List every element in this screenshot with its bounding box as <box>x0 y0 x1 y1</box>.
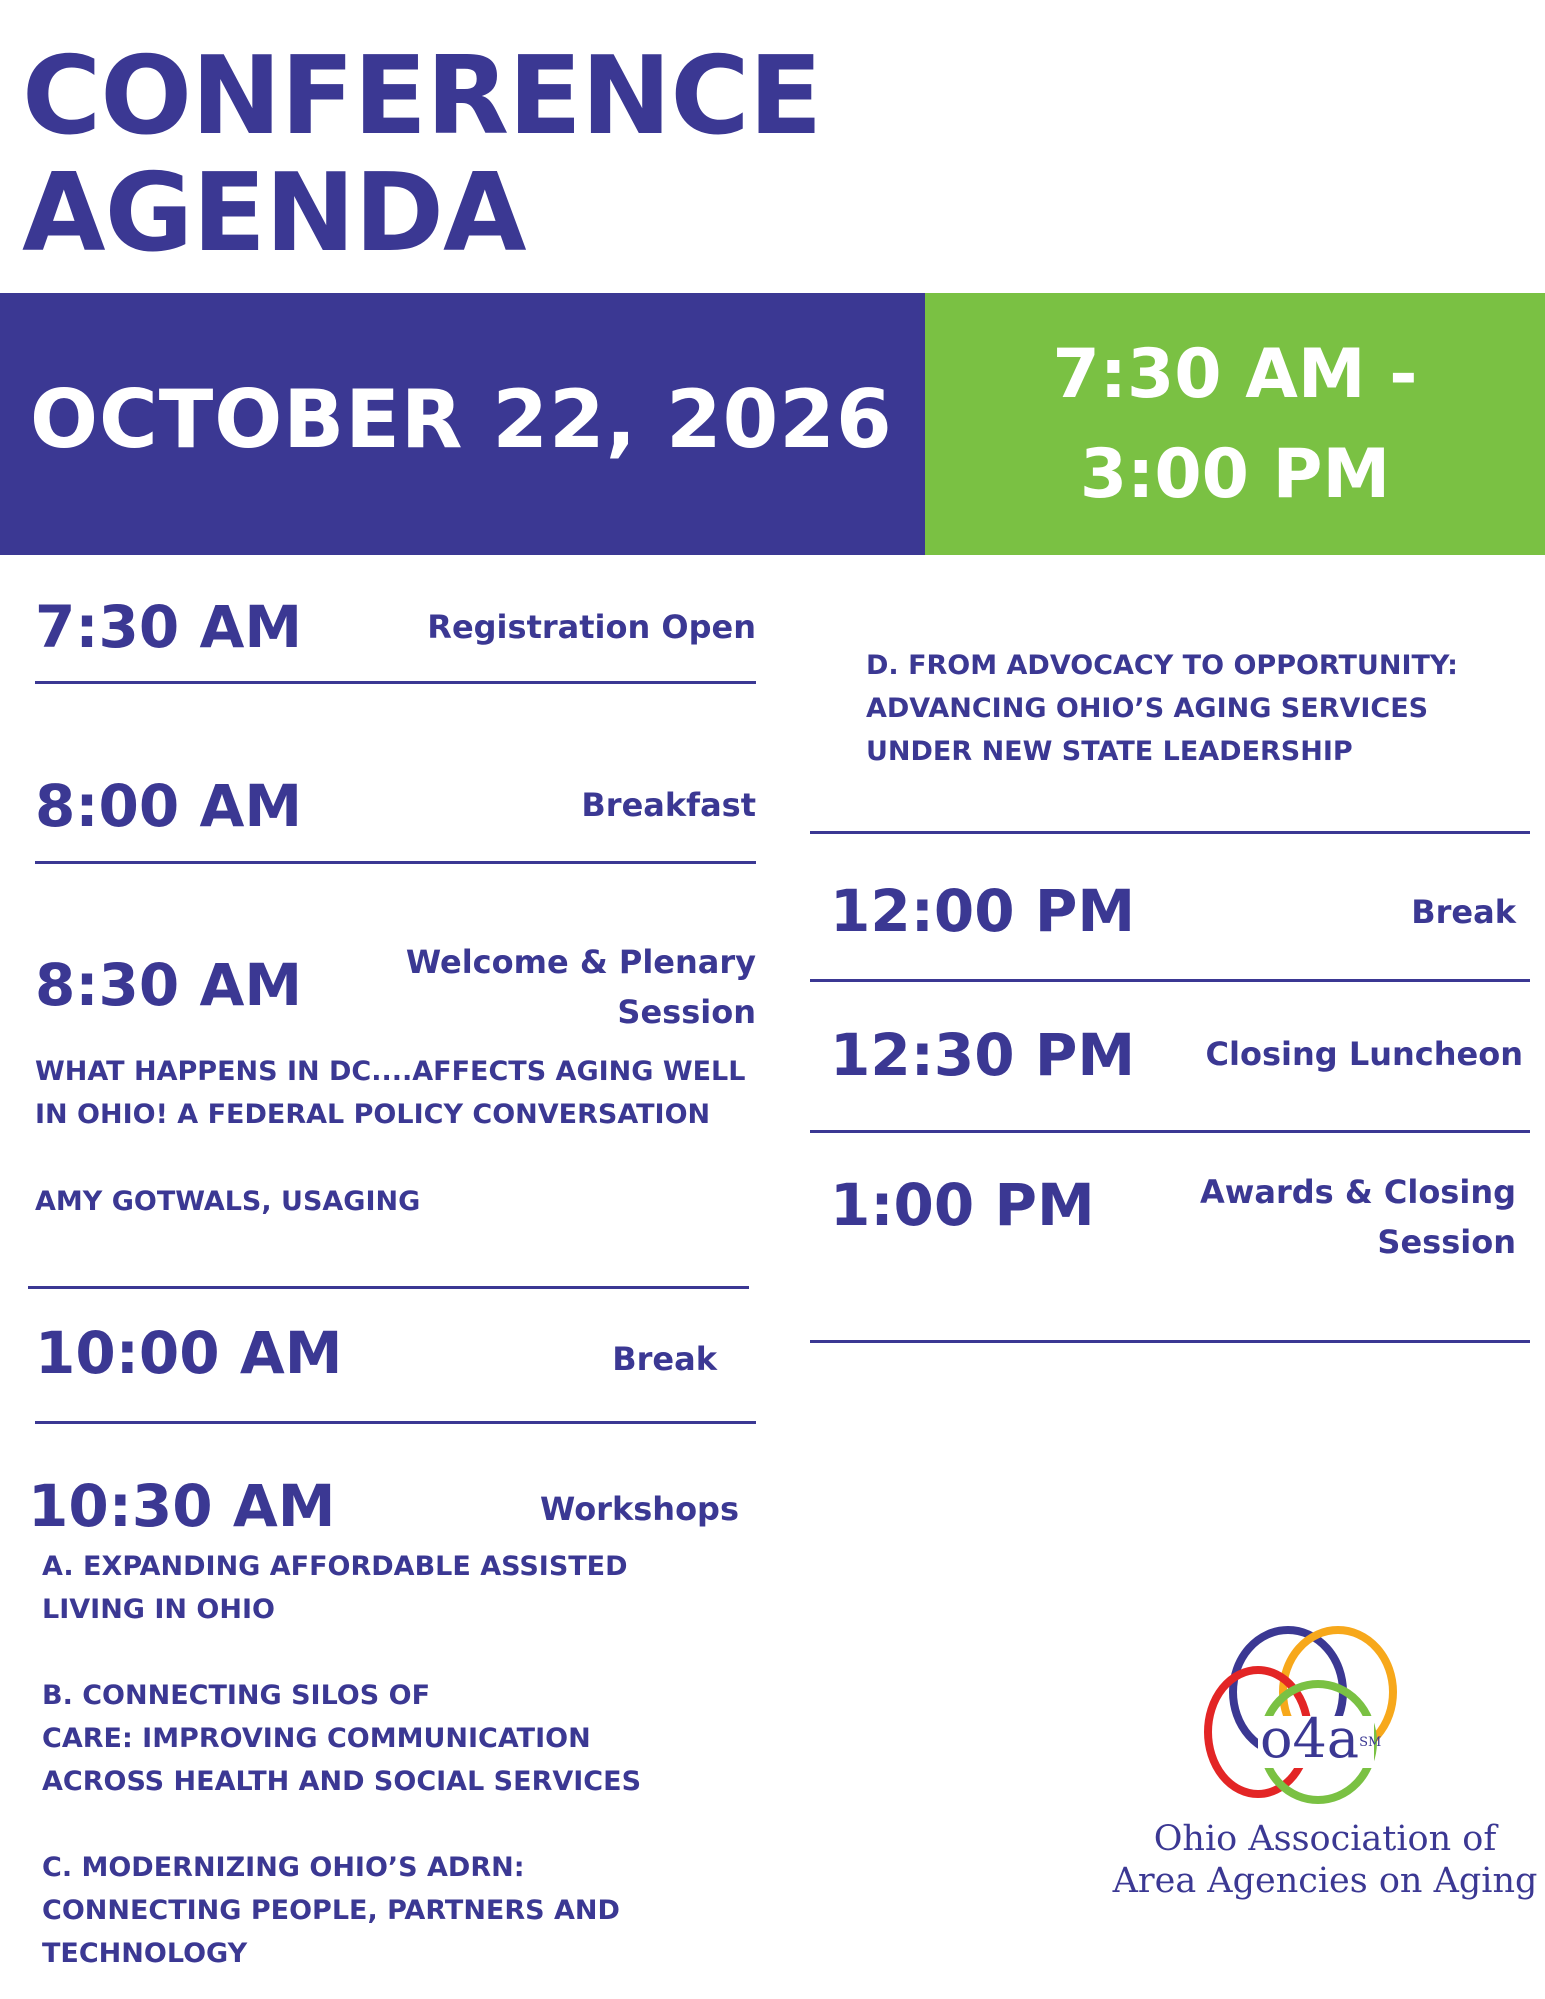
agenda-time: 10:00 AM <box>35 1319 343 1387</box>
o4a-logo-mark <box>1260 1707 1382 1772</box>
org-name-line: Ohio Association of <box>1153 1819 1497 1859</box>
event-time-start: 7:30 AM - <box>1052 335 1418 414</box>
agenda-label-line: Welcome & Plenary <box>405 943 756 981</box>
agenda-label: Registration Open <box>427 608 756 646</box>
service-mark: SM <box>1359 1735 1382 1750</box>
org-name <box>1105 1818 1545 1902</box>
agenda-time: 12:30 PM <box>830 1021 1136 1089</box>
agenda-label: Breakfast <box>581 786 756 824</box>
workshop-line: CONNECTING PEOPLE, PARTNERS AND <box>42 1895 620 1926</box>
workshop-line: UNDER NEW STATE LEADERSHIP <box>866 736 1353 767</box>
agenda-time: 10:30 AM <box>28 1472 336 1540</box>
agenda-time: 7:30 AM <box>35 593 303 661</box>
page-title <box>22 34 922 276</box>
workshop-b <box>42 1674 742 1803</box>
org-name-line: Area Agencies on Aging <box>1112 1861 1538 1901</box>
divider <box>28 1286 749 1289</box>
event-time-range <box>925 325 1545 525</box>
agenda-label-line: Session <box>1377 1223 1516 1261</box>
agenda-label: Break <box>612 1340 717 1378</box>
o4a-logo <box>1180 1620 1480 1820</box>
agenda-label: Closing Luncheon <box>1205 1035 1523 1073</box>
logo-mark-text: o4a <box>1260 1707 1360 1770</box>
workshop-line: ACROSS HEALTH AND SOCIAL SERVICES <box>42 1766 642 1797</box>
divider <box>35 861 756 864</box>
session-description <box>35 1050 775 1136</box>
divider <box>810 979 1530 982</box>
divider <box>35 1421 756 1424</box>
divider <box>810 1340 1530 1343</box>
speaker-name: AMY GOTWALS, USAGING <box>35 1186 421 1217</box>
agenda-label-line: Session <box>617 993 756 1031</box>
event-date: OCTOBER 22, 2026 <box>30 373 893 466</box>
agenda-time: 8:30 AM <box>35 951 303 1019</box>
agenda-time: 12:00 PM <box>830 877 1136 945</box>
workshop-line: D. FROM ADVOCACY TO OPPORTUNITY: <box>866 650 1458 681</box>
agenda-label <box>350 937 756 1037</box>
workshop-line: CARE: IMPROVING COMMUNICATION <box>42 1723 591 1754</box>
event-time-end: 3:00 PM <box>1079 435 1391 514</box>
title-line-1: CONFERENCE <box>22 34 822 159</box>
description-line: IN OHIO! A FEDERAL POLICY CONVERSATION <box>35 1099 711 1130</box>
agenda-time: 8:00 AM <box>35 772 303 840</box>
workshop-line: LIVING IN OHIO <box>42 1594 275 1625</box>
workshop-line: B. CONNECTING SILOS OF <box>42 1680 431 1711</box>
workshop-line: ADVANCING OHIO’S AGING SERVICES <box>866 693 1429 724</box>
agenda-label <box>1150 1167 1516 1267</box>
divider <box>810 831 1530 834</box>
agenda-label: Break <box>1411 893 1516 931</box>
title-line-2: AGENDA <box>22 151 526 276</box>
workshop-a <box>42 1545 742 1631</box>
divider <box>810 1130 1530 1133</box>
workshop-d <box>866 644 1506 773</box>
agenda-label: Workshops <box>540 1490 739 1528</box>
agenda-label-line: Awards & Closing <box>1200 1173 1516 1211</box>
description-line: WHAT HAPPENS IN DC....AFFECTS AGING WELL <box>35 1056 746 1087</box>
workshop-c <box>42 1846 742 1975</box>
workshop-line: C. MODERNIZING OHIO’S ADRN: <box>42 1852 525 1883</box>
workshop-line: TECHNOLOGY <box>42 1938 248 1969</box>
divider <box>35 681 756 684</box>
agenda-time: 1:00 PM <box>830 1171 1095 1239</box>
workshop-line: A. EXPANDING AFFORDABLE ASSISTED <box>42 1551 628 1582</box>
